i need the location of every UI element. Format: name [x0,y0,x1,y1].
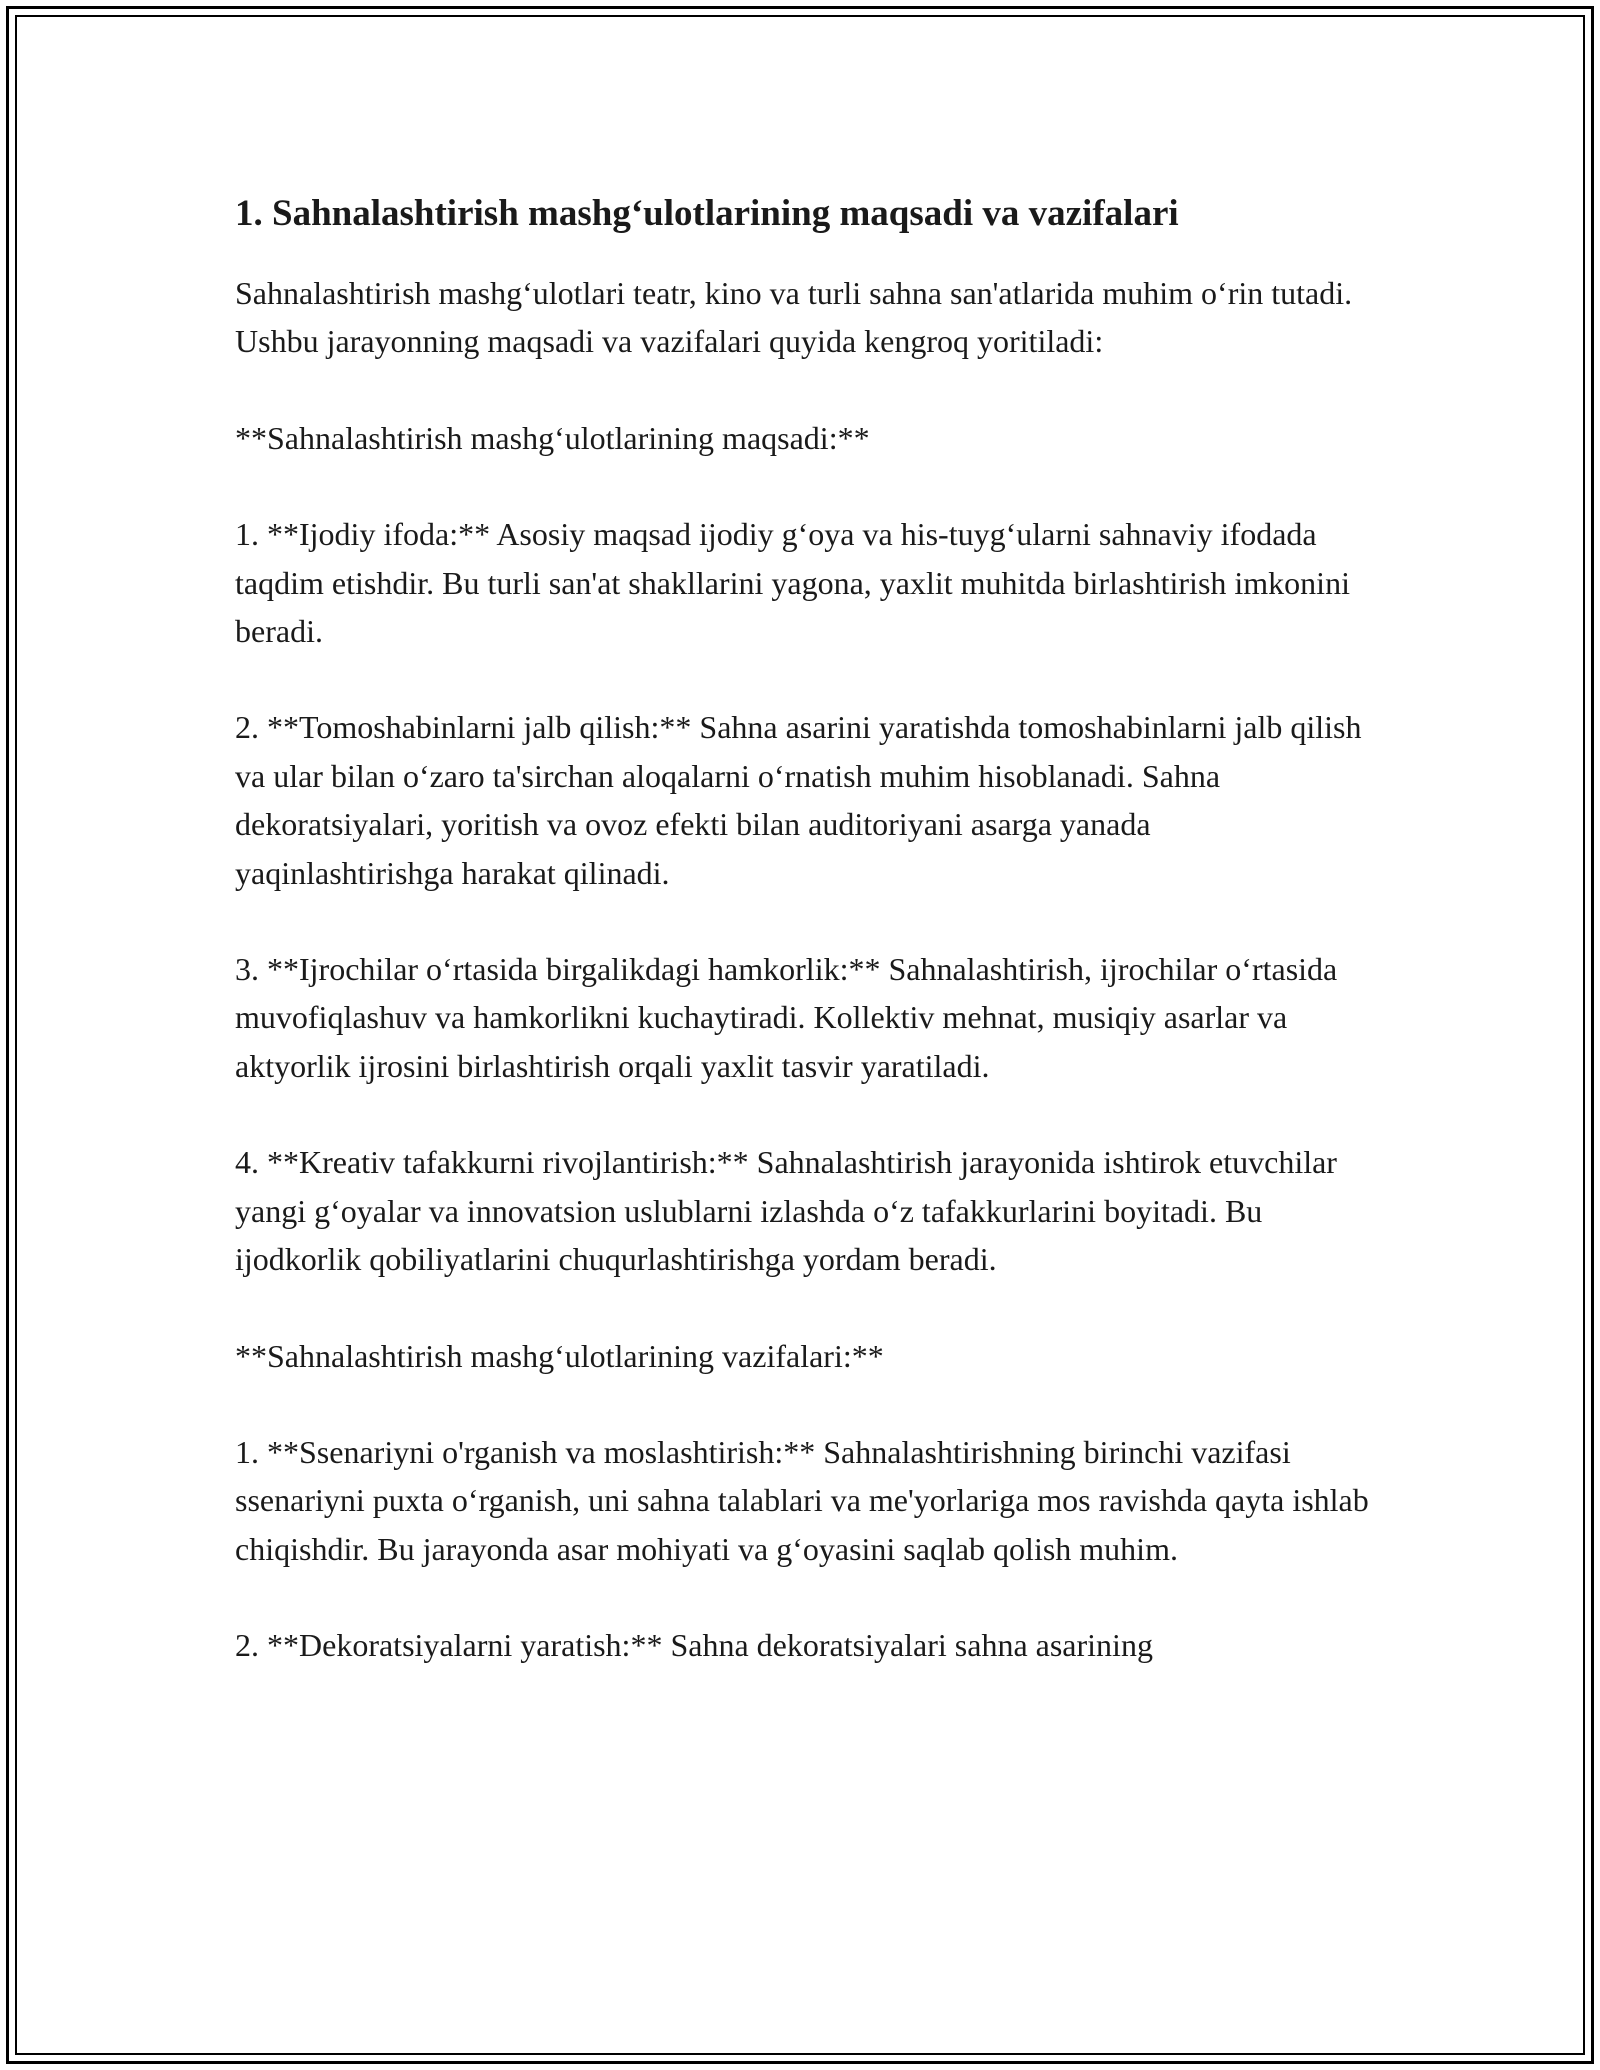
paragraph-goals-heading: **Sahnalashtirish mashg‘ulotlarining maqsadi:** [235,419,870,456]
paragraph-task-2: 2. **Dekoratsiyalarni yaratish:** Sahna dekoratsiyalari sahna asarining [235,1627,1153,1664]
paragraph-tasks-heading: **Sahnalashtirish mashg‘ulotlarining vazifalari:** [235,1337,884,1374]
paragraph-intro: Sahnalashtirish mashg‘ulotlari teatr, kino va turli sahna san'atlarida muhim o‘rin tutadi. Ushbu jarayonning maqsadi va vazifalari quyida kengroq yoritiladi: [235,275,1353,360]
paragraph-goal-3: 3. **Ijrochilar o‘rtasida birgalikdagi hamkorlik:** Sahnalashtirish, ijrochilar o‘rtasida muvofiqlashuv va hamkorlikni kuchaytiradi. Kollektiv mehnat, musiqiy asarlar va aktyorlik ijrosini birlashtirish orqali yaxlit tasvir yaratiladi. [235,951,1338,1084]
paragraph-goal-4: 4. **Kreativ tafakkurni rivojlantirish:** Sahnalashtirish jarayonida ishtirok etuvchilar yangi g‘oyalar va innovatsion uslublarni izlashda o‘z tafakkurlarini boyitadi. Bu ijodkorlik qobiliyatlarini chuqurlashtirishga yordam beradi. [235,1144,1337,1278]
paragraph-goal-2: 2. **Tomoshabinlarni jalb qilish:** Sahna asarini yaratishda tomoshabinlarni jalb qilish va ular bilan o‘zaro ta'sirchan aloqalarni o‘rnatish muhim hisoblanadi. Sahna dekoratsiyalari, yoritish va ovoz efekti bilan auditoriyani asarga yanada yaqinlashtirishga harakat qilinadi. [235,709,1362,891]
paragraph-goal-1: 1. **Ijodiy ifoda:** Asosiy maqsad ijodiy g‘oya va his-tuyg‘ularni sahnaviy ifodada taqdim etishdir. Bu turli san'at shakllarini yagona, yaxlit muhitda birlashtirish imkonini beradi. [235,516,1350,650]
document-title: 1. Sahnalashtirish mashg‘ulotlarining maqsadi va vazifalari [235,193,1179,234]
document-body [235,185,1370,1718]
paragraph-task-1: 1. **Ssenariyni o'rganish va moslashtirish:** Sahnalashtirishning birinchi vazifasi ssenariyni puxta o‘rganish, uni sahna talablari va me'yorlariga mos ravishda qayta ishlab chiqishdir. Bu jarayonda asar mohiyati va g‘oyasini saqlab qolish muhim. [235,1433,1369,1567]
